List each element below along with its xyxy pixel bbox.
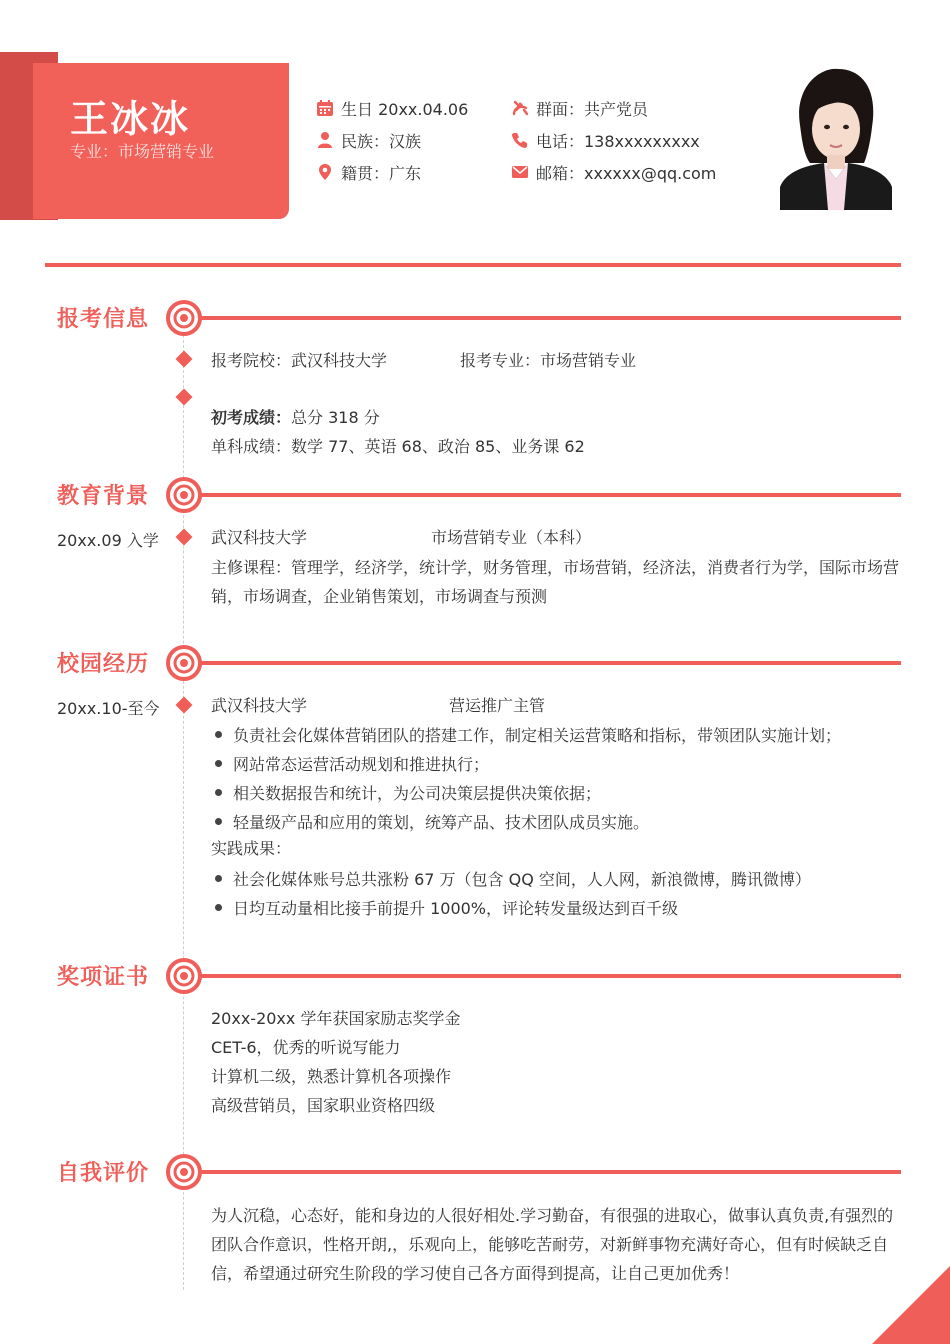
birthday-text: 生日 20xx.04.06 — [341, 99, 469, 119]
list-item — [211, 723, 841, 746]
info-ethnicity — [316, 129, 421, 151]
list-item — [211, 781, 601, 804]
result-text: 社会化媒体账号总共涨粉 67 万（包含 QQ 空间，人人网，新浪微博，腾讯微博） — [233, 870, 811, 889]
phone-text: 电话：138xxxxxxxxx — [536, 131, 700, 151]
education-major: 市场营销专业（本科） — [431, 528, 592, 547]
info-hometown — [316, 161, 421, 183]
timeline-marker — [176, 529, 193, 546]
target-icon — [165, 299, 203, 337]
profile-photo — [780, 67, 892, 210]
score-value: 总分 318 分 — [291, 408, 380, 427]
person-icon — [316, 131, 334, 149]
ethnicity-text: 民族：汉族 — [341, 131, 422, 151]
campus-date: 20xx.10-至今 — [57, 699, 160, 718]
campus-role: 营运推广主管 — [449, 696, 546, 715]
timeline-marker — [176, 697, 193, 714]
section-title-awards: 奖项证书 — [57, 965, 150, 990]
email-text: 邮箱：xxxxxx@qq.com — [536, 163, 717, 183]
section-title-campus: 校园经历 — [57, 652, 150, 677]
header-divider — [45, 263, 901, 267]
target-icon — [165, 1153, 203, 1191]
duty-text: 网站常态运营活动规划和推进执行； — [233, 755, 490, 774]
section-divider — [200, 1170, 901, 1174]
timeline-marker — [176, 389, 193, 406]
section-title-self: 自我评价 — [57, 1161, 150, 1186]
section-divider — [200, 661, 901, 665]
award-item: CET-6，优秀的听说写能力 — [211, 1038, 401, 1057]
score-label: 初考成绩： — [211, 408, 292, 427]
corner-decoration — [872, 1266, 950, 1344]
info-email — [511, 161, 716, 183]
hometown-text: 籍贯：广东 — [341, 163, 422, 183]
award-item: 计算机二级，熟悉计算机各项操作 — [211, 1067, 452, 1086]
duty-text: 轻量级产品和应用的策划，统筹产品、技术团队成员实施。 — [233, 813, 650, 832]
award-item: 高级营销员，国家职业资格四级 — [211, 1096, 436, 1115]
duty-text: 相关数据报告和统计，为公司决策层提供决策依据； — [233, 784, 602, 803]
exam-subject-scores: 单科成绩：数学 77、英语 68、政治 85、业务课 62 — [211, 437, 585, 456]
section-title-education: 教育背景 — [57, 484, 150, 509]
calendar-icon — [316, 99, 334, 117]
target-icon — [165, 476, 203, 514]
exam-major: 报考专业：市场营销专业 — [460, 351, 637, 370]
candidate-major: 专业：市场营销专业 — [70, 142, 215, 161]
list-item — [211, 752, 489, 775]
list-item — [211, 810, 649, 833]
politics-text: 群面：共产党员 — [536, 99, 649, 119]
envelope-icon — [511, 163, 529, 181]
section-divider — [200, 974, 901, 978]
award-item: 20xx-20xx 学年获国家励志奖学金 — [211, 1009, 461, 1028]
duty-text: 负责社会化媒体营销团队的搭建工作，制定相关运营策略和指标，带领团队实施计划； — [233, 726, 842, 745]
info-phone — [511, 129, 700, 151]
info-politics — [511, 97, 648, 119]
list-item — [211, 896, 678, 919]
list-item — [211, 867, 811, 890]
self-evaluation-text: 为人沉稳，心态好，能和身边的人很好相处.学习勤奋，有很强的进取心，做事认真负责,有强烈的团队合作意识，性格开朗,，乐观向上，能够吃苦耐劳，对新鲜事物充满好奇心，但有时候缺乏自信，希望通过研究生阶段的学习使自己各方面得到提高，让自己更加优秀！ — [211, 1206, 894, 1283]
timeline-line — [183, 330, 184, 1290]
exam-school: 报考院校：武汉科技大学 — [211, 351, 388, 370]
location-pin-icon — [316, 163, 334, 181]
info-birthday — [316, 97, 468, 119]
target-icon — [165, 957, 203, 995]
section-divider — [200, 316, 901, 320]
section-divider — [200, 493, 901, 497]
phone-icon — [511, 131, 529, 149]
party-emblem-icon — [511, 99, 529, 117]
education-school: 武汉科技大学 — [211, 528, 308, 547]
exam-score — [211, 407, 380, 429]
target-icon — [165, 644, 203, 682]
education-courses: 主修课程：管理学，经济学，统计学，财务管理，市场营销，经济法，消费者行为学，国际市场营销，市场调查，企业销售策划，市场调查与预测 — [211, 558, 900, 606]
results-label: 实践成果： — [211, 839, 292, 858]
section-title-exam: 报考信息 — [57, 307, 150, 332]
campus-org: 武汉科技大学 — [211, 696, 308, 715]
result-text: 日均互动量相比接手前提升 1000%，评论转发量级达到百千级 — [233, 899, 679, 918]
timeline-marker — [176, 351, 193, 368]
candidate-name: 王冰冰 — [70, 97, 191, 141]
education-date: 20xx.09 入学 — [57, 531, 159, 550]
